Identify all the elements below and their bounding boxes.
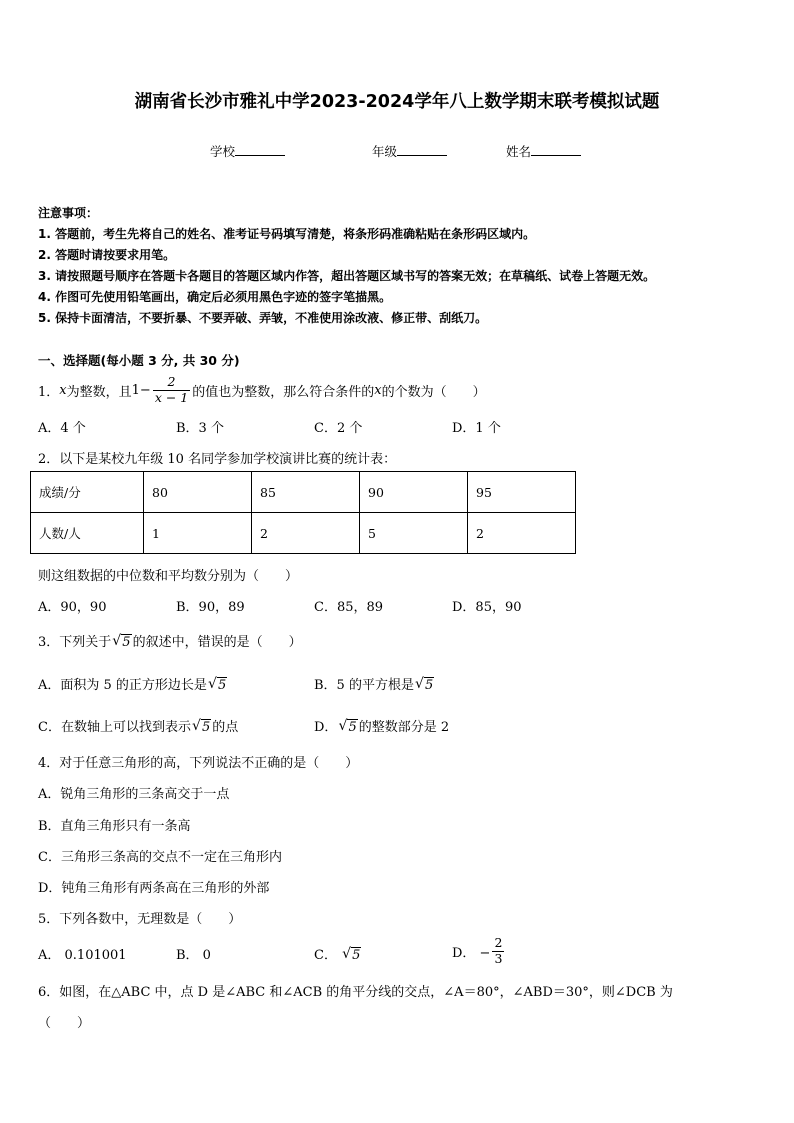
option-a: A．4 个 (38, 421, 86, 436)
notice-heading: 注意事项： (38, 206, 99, 220)
option-c: C．2 个 (314, 421, 363, 436)
table-cell: 2 (252, 513, 360, 554)
radicand: 5 (348, 720, 357, 735)
fraction-denominator: x − 1 (154, 389, 189, 405)
question-text: 的个数为（ ） (381, 384, 486, 400)
option-c: C．三角形三条高的交点不一定在三角形内 (38, 850, 282, 865)
school-blank (235, 144, 285, 156)
math-variable: x (59, 382, 67, 398)
school-label: 学校 (210, 144, 236, 159)
radical-sign: √ (414, 676, 424, 692)
option-text: B．5 的平方根是 (314, 678, 414, 693)
option-text: A．面积为 5 的正方形边长是 (38, 678, 207, 693)
notice-item: 4. 作图可先使用铅笔画出，确定后必须用黑色字迹的签字笔描黑。 (38, 290, 392, 304)
radical-sign: √ (338, 718, 348, 734)
fraction (153, 375, 190, 405)
radicand: 5 (352, 948, 361, 963)
math-expression: 1− (131, 382, 151, 398)
table-cell: 1 (144, 513, 252, 554)
option-d (314, 716, 449, 735)
school-field (210, 142, 285, 160)
option-b (314, 674, 435, 693)
question-2-followup: 则这组数据的中位数和平均数分别为（ ） (38, 569, 299, 584)
fraction-numerator: 2 (153, 375, 190, 390)
sqrt-expression (192, 720, 211, 735)
name-field (506, 142, 581, 160)
question-text: 为整数，且 (66, 384, 132, 400)
question-5: 5．下列各数中，无理数是（ ） (38, 912, 242, 927)
radical-sign: √ (207, 676, 217, 692)
math-variable: x (374, 382, 382, 398)
grade-label: 年级 (372, 144, 398, 159)
option-d: D．1 个 (452, 421, 501, 436)
question-text: 的叙述中，错误的是（ ） (132, 635, 302, 650)
option-a: A．锐角三角形的三条高交于一点 (38, 787, 230, 802)
sqrt-expression (208, 678, 227, 693)
radicand: 5 (201, 720, 211, 735)
question-2: 2．以下是某校九年级 10 名同学参加学校演讲比赛的统计表： (38, 452, 397, 467)
question-text: 的值也为整数，那么符合条件的 (192, 384, 375, 400)
option-text: D． − (452, 945, 491, 961)
table-cell: 90 (360, 472, 468, 513)
question-6: 6．如图，在△ABC 中，点 D 是∠ABC 和∠ACB 的角平分线的交点，∠A＝80°，∠ABD＝30°，则∠DCB 为 (38, 985, 673, 1000)
table-cell: 成绩/分 (31, 472, 144, 513)
radicand: 5 (217, 678, 227, 693)
option-a: A． 0.101001 (38, 948, 127, 963)
table-cell: 5 (360, 513, 468, 554)
fraction-denominator: 3 (494, 950, 503, 966)
sqrt-expression (338, 720, 357, 735)
option-a: A．90，90 (38, 600, 107, 615)
option-b: B．90，89 (176, 600, 245, 615)
option-text: 的点 (212, 720, 239, 735)
sqrt-expression (112, 635, 131, 650)
score-table (30, 471, 576, 554)
option-text: C．在数轴上可以找到表示 (38, 720, 191, 735)
page-title: 湖南省长沙市雅礼中学2023-2024学年八上数学期末联考模拟试题 (134, 92, 660, 112)
question-1 (38, 369, 486, 411)
notice-item: 3. 请按照题号顺序在答题卡各题目的答题区域内作答，超出答题区域书写的答案无效；在草稿纸、试卷上答题无效。 (38, 269, 656, 283)
option-d: D．钝角三角形有两条高在三角形的外部 (38, 881, 270, 896)
sqrt-expression (342, 948, 361, 963)
name-label: 姓名 (506, 144, 532, 159)
notice-item: 2. 答题时请按要求用笔。 (38, 248, 176, 262)
question-4: 4．对于任意三角形的高，下列说法不正确的是（ ） (38, 756, 359, 771)
option-c (38, 716, 238, 735)
notice-item: 1. 答题前，考生先将自己的姓名、准考证号码填写清楚，将条形码准确粘贴在条形码区域内。 (38, 227, 536, 241)
fraction (492, 936, 504, 966)
table-row (31, 472, 576, 513)
option-text: C． (314, 948, 342, 963)
question-text: 3．下列关于 (38, 635, 112, 650)
option-text: D． (314, 720, 338, 735)
table-cell: 85 (252, 472, 360, 513)
table-row (31, 513, 576, 554)
option-c: C．85，89 (314, 600, 384, 615)
notice-item: 5. 保持卡面清洁，不要折暴、不要弄破、弄皱，不准使用涂改液、修正带、刮纸刀。 (38, 311, 488, 325)
grade-field (372, 142, 447, 160)
table-cell: 95 (468, 472, 576, 513)
table-cell: 80 (144, 472, 252, 513)
grade-blank (397, 144, 447, 156)
question-number: 1． (38, 384, 60, 400)
table-cell: 人数/人 (31, 513, 144, 554)
option-b: B． 0 (176, 948, 211, 963)
radicand: 5 (122, 635, 131, 650)
radicand: 5 (424, 678, 434, 693)
option-b: B．直角三角形只有一条高 (38, 819, 191, 834)
radical-sign: √ (191, 718, 201, 734)
name-blank (531, 144, 581, 156)
radical-sign: √ (112, 633, 122, 649)
option-c (314, 944, 362, 963)
option-text: 的整数部分是 2 (358, 720, 450, 735)
table-cell: 2 (468, 513, 576, 554)
question-3 (38, 631, 302, 650)
option-a (38, 674, 228, 693)
fraction-numerator: 2 (494, 935, 503, 951)
option-d: D．85，90 (452, 600, 522, 615)
radical-sign: √ (342, 946, 352, 962)
option-d (452, 930, 506, 972)
option-b: B．3 个 (176, 421, 224, 436)
sqrt-expression (415, 678, 434, 693)
question-6-paren: （ ） (38, 1016, 91, 1031)
section-heading: 一、选择题(每小题 3 分, 共 30 分) (38, 353, 240, 368)
